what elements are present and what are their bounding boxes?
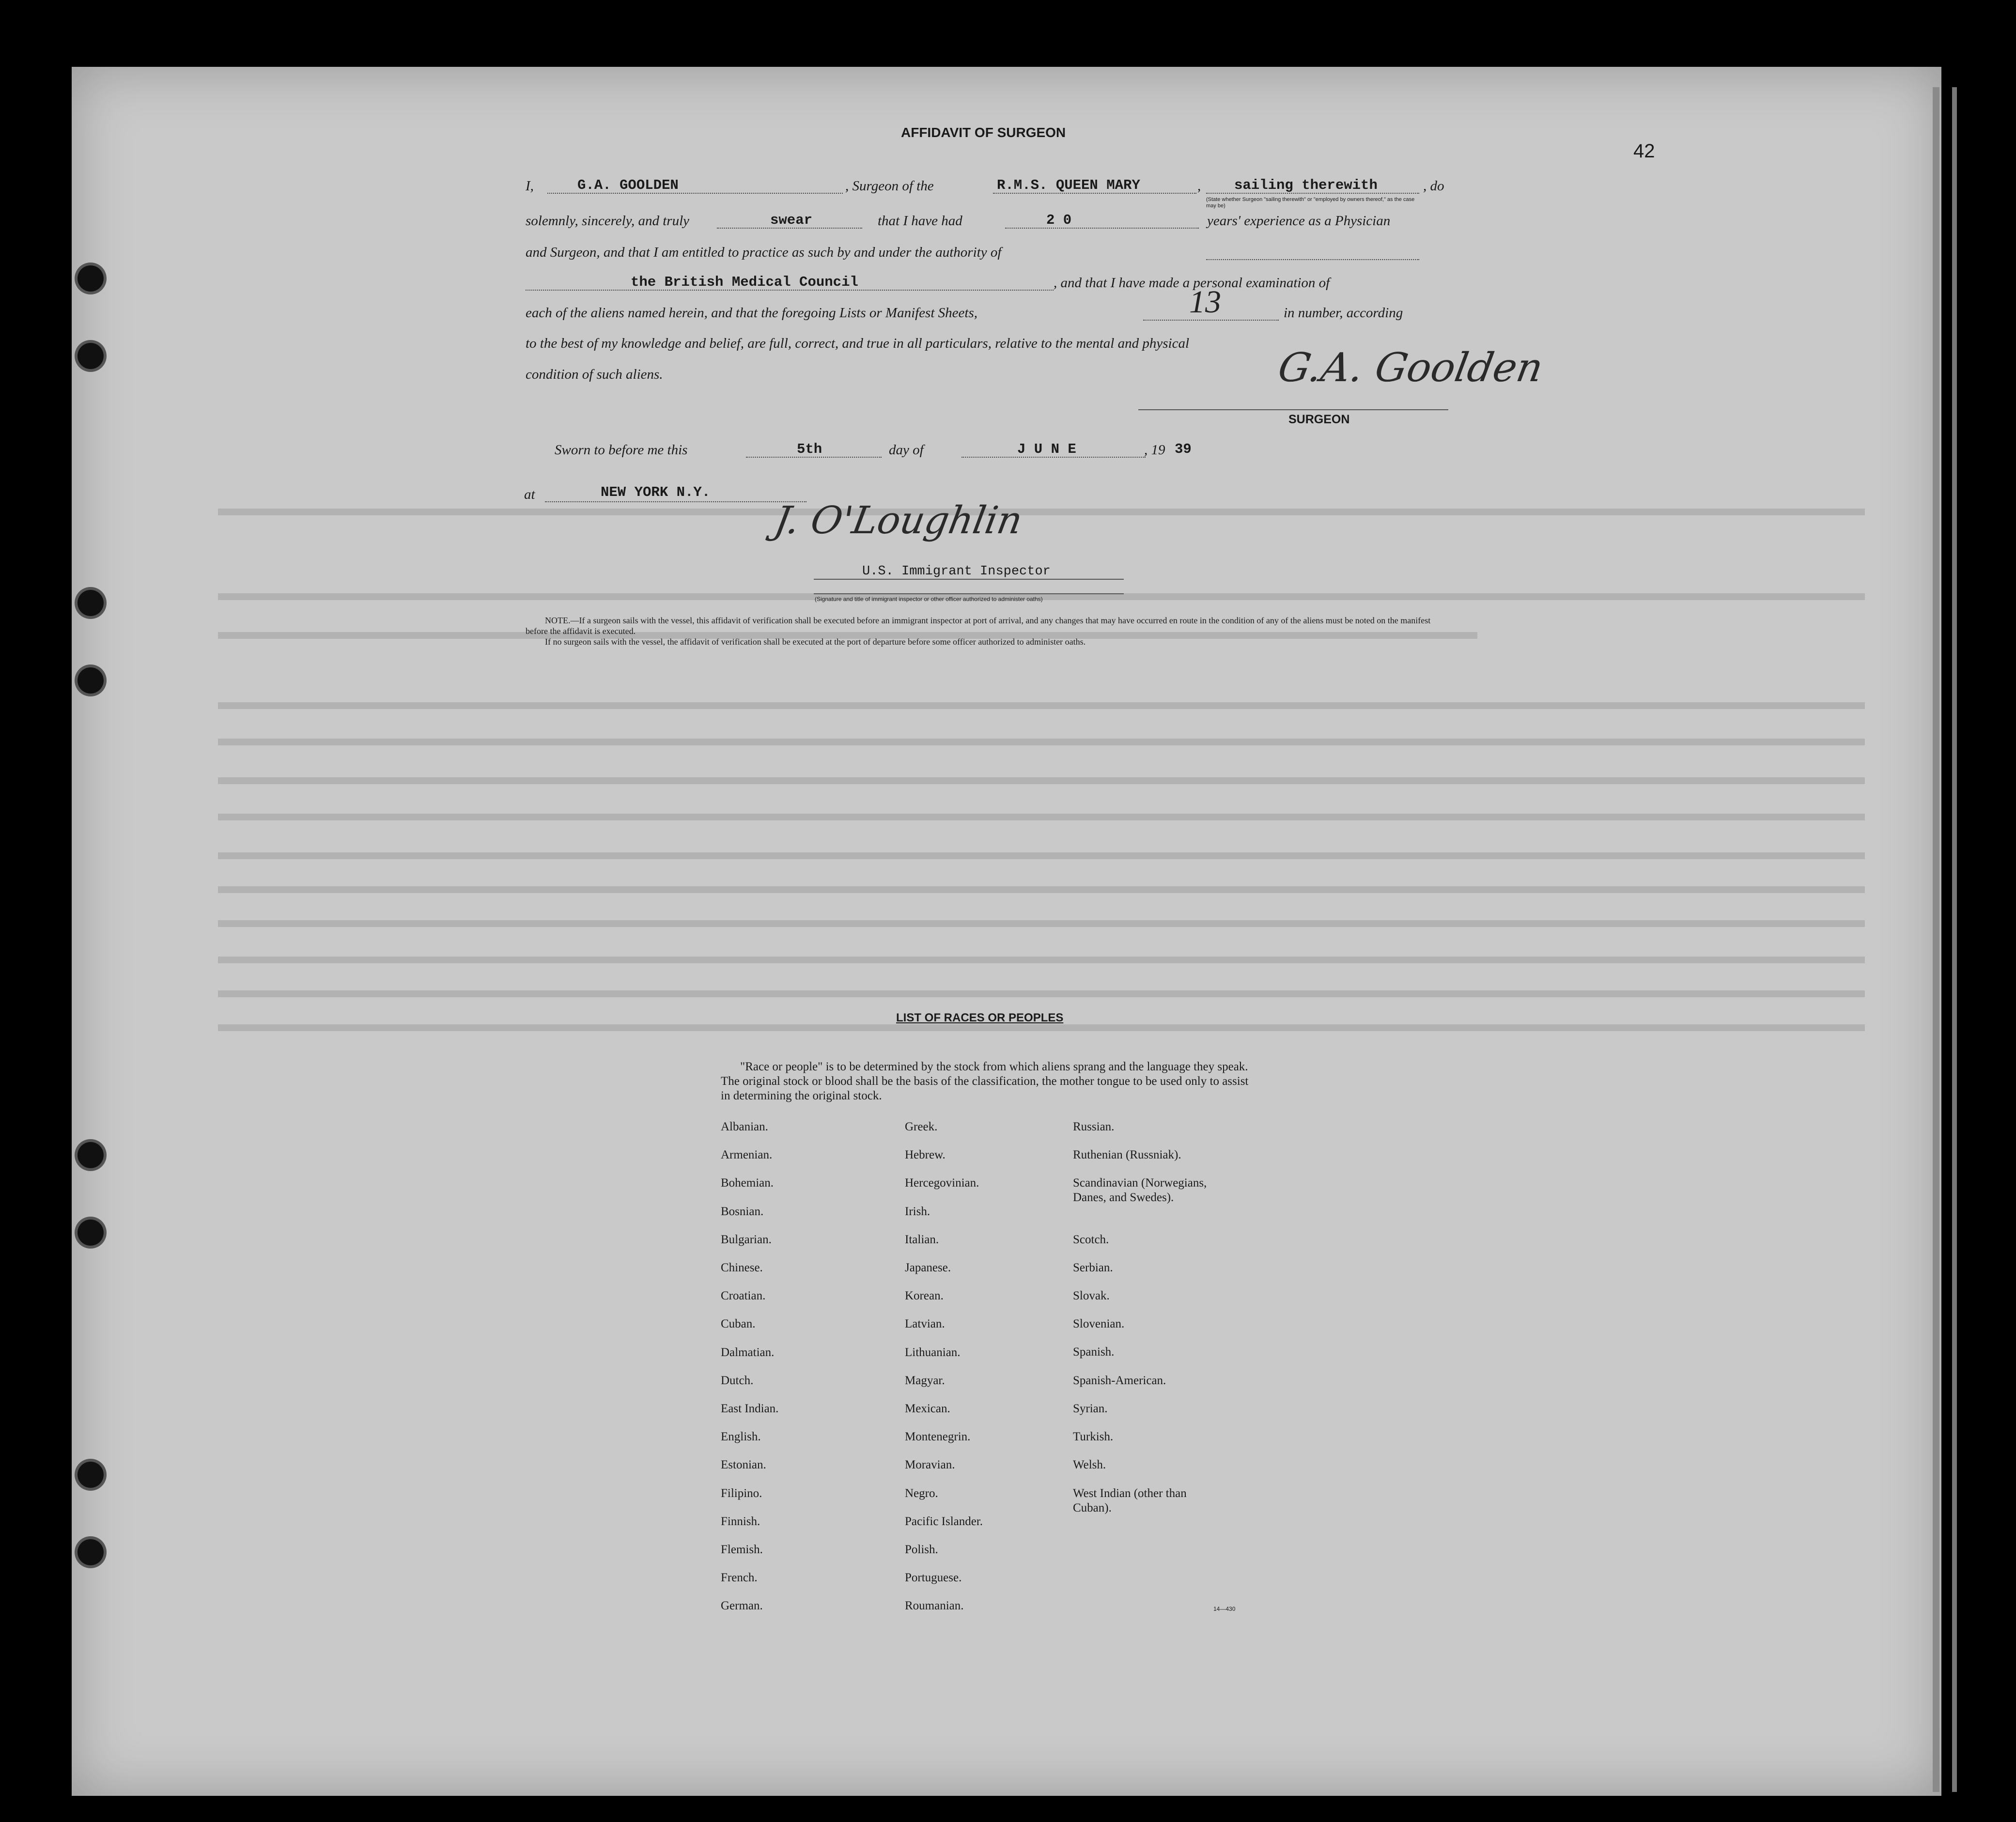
status-note: (State whether Surgeon "sailing therewith" or "employed by owners thereof," as the case may be) [1206,197,1415,209]
note-arrival: NOTE.—If a surgeon sails with the vessel, this affidavit of verification shall be executed before an immigrant inspector at port of arrival, and any changes that may have occurred en route in the condition of any of the aliens must be noted on the manifest before the affidavit is executed. [526,616,1431,636]
text-at: at [524,487,535,502]
fill-line [1206,259,1419,260]
inspector-title: U.S. Immigrant Inspector [862,564,1051,579]
page-edge [1933,87,1939,1792]
bleed-through [218,920,1865,927]
race-entry: Italian. [905,1233,939,1246]
oath-type: swear [770,212,813,228]
race-entry: Portuguese. [905,1571,962,1584]
text-condition: condition of such aliens. [526,367,663,382]
fill-line [1005,228,1199,229]
races-heading: LIST OF RACES OR PEOPLES [896,1011,1064,1024]
bleed-through [218,777,1865,784]
race-entry: Spanish. [1073,1345,1115,1359]
document-title: AFFIDAVIT OF SURGEON [901,125,1066,140]
race-entry: Lithuanian. [905,1346,961,1359]
race-entry: Bosnian. [721,1205,764,1218]
race-entry: Polish. [905,1543,938,1556]
race-entry: West Indian (other than [1073,1487,1187,1500]
text-solemnly: solemnly, sincerely, and truly [526,213,690,229]
race-entry: Dalmatian. [721,1346,775,1359]
binder-hole [78,667,104,694]
text-surgeon-of: , Surgeon of the [845,178,934,194]
race-entry: Korean. [905,1289,944,1302]
binder-hole [78,343,104,369]
race-entry: Chinese. [721,1261,763,1274]
sworn-year: 39 [1175,441,1192,457]
race-entry: Russian. [1073,1120,1115,1133]
sworn-place: NEW YORK N.Y. [601,484,711,500]
race-entry: Negro. [905,1487,938,1500]
race-entry: Estonian. [721,1458,766,1471]
text-each-of-aliens: each of the aliens named herein, and that the foregoing Lists or Manifest Sheets, [526,305,977,321]
race-entry: East Indian. [721,1402,779,1415]
bleed-through [218,886,1865,893]
surgeon-label: SURGEON [1288,413,1350,426]
race-entry: Scotch. [1073,1233,1109,1246]
binder-hole [78,1539,104,1565]
signature-line [814,593,1124,594]
races-intro: "Race or people" is to be determined by the stock from which aliens sprang and the language they speak. The original stock or blood shall be the basis of the classification, the mother tongue to be used only to assist in determining the original stock. [721,1060,1249,1102]
years-experience: 2 0 [1046,212,1072,228]
race-entry: Latvian. [905,1317,945,1330]
race-entry: Dutch. [721,1374,754,1387]
race-entry: Albanian. [721,1120,768,1133]
text-best-knowledge: to the best of my knowledge and belief, are full, correct, and true in all particulars, relative to the mental and physical [526,336,1190,351]
page-number: 42 [1633,140,1655,162]
race-entry: Turkish. [1073,1430,1114,1443]
race-entry: Scandinavian (Norwegians, [1073,1176,1207,1189]
text-years-experience: years' experience as a Physician [1207,213,1391,229]
bleed-through [218,509,1865,515]
text-year-prefix: , 19 [1144,442,1165,458]
text-day-of: day of [889,442,924,458]
race-entry: Mexican. [905,1402,950,1415]
race-entry: Finnish. [721,1515,760,1528]
binder-hole [78,1462,104,1488]
race-entry: Magyar. [905,1374,945,1387]
sworn-month: J U N E [1017,441,1076,457]
race-entry: French. [721,1571,758,1584]
signature-line [814,579,1124,580]
race-entry: Bulgarian. [721,1233,772,1246]
binder-hole [78,590,104,616]
text-in-number: in number, according [1284,305,1403,321]
race-entry: Ruthenian (Russniak). [1073,1148,1181,1161]
race-entry: Filipino. [721,1487,762,1500]
form-number: 14—430 [1213,1606,1236,1612]
race-entry: Montenegrin. [905,1430,971,1443]
sheet-count: 13 [1189,284,1221,320]
bleed-through [218,702,1865,709]
race-entry: Spanish-American. [1073,1374,1166,1387]
bleed-through [218,990,1865,997]
inspector-caption: (Signature and title of immigrant inspector or other officer authorized to administer oaths) [815,596,1043,602]
race-entry: Syrian. [1073,1402,1108,1415]
surgeon-name: G.A. GOOLDEN [577,177,679,193]
binder-hole [78,1220,104,1246]
bleed-through [218,1024,1865,1031]
race-entry: Serbian. [1073,1261,1113,1274]
race-entry: Flemish. [721,1543,763,1556]
text-and-surgeon: and Surgeon, and that I am entitled to practice as such by and under the authority of [526,245,1002,260]
bleed-through [218,852,1865,859]
race-entry: Cuban). [1073,1501,1112,1514]
text-that-i-have-had: that I have had [878,213,962,229]
race-entry: English. [721,1430,761,1443]
race-entry: Cuban. [721,1317,756,1330]
text-comma: , [1197,178,1201,194]
race-entry: Danes, and Swedes). [1073,1191,1174,1204]
authority: the British Medical Council [631,274,858,290]
text-sworn: Sworn to before me this [555,442,688,458]
race-entry: Welsh. [1073,1458,1106,1471]
race-entry: Croatian. [721,1289,766,1302]
binder-hole [78,1142,104,1168]
race-entry: Hercegovinian. [905,1176,979,1189]
bleed-through [218,957,1865,963]
text-i: I, [526,178,534,194]
note-departure: If no surgeon sails with the vessel, the affidavit of verification shall be executed at the port of departure before some officer authorized to administer oaths. [545,637,1086,647]
bleed-through [218,739,1865,745]
sworn-day: 5th [797,441,822,457]
race-entry: German. [721,1599,763,1612]
surgeon-signature: G.A. Goolden [1274,345,1547,391]
race-entry: Roumanian. [905,1599,964,1612]
ship-name: R.M.S. QUEEN MARY [997,177,1140,193]
text-personal-examination: , and that I have made a personal examination of [1054,275,1330,291]
race-entry: Slovenian. [1073,1317,1125,1330]
page-edge [1952,87,1957,1792]
inspector-signature: J. O'Loughlin [771,499,1026,542]
surgeon-status: sailing therewith [1234,177,1378,193]
race-entry: Hebrew. [905,1148,946,1161]
bleed-through [218,814,1865,820]
document-page [72,67,1941,1796]
race-entry: Pacific Islander. [905,1515,983,1528]
race-entry: Moravian. [905,1458,955,1471]
race-entry: Japanese. [905,1261,951,1274]
signature-line [1138,409,1448,410]
fill-line [545,501,806,502]
race-entry: Greek. [905,1120,938,1133]
race-entry: Bohemian. [721,1176,774,1189]
binder-hole [78,265,104,292]
text-do: , do [1423,178,1444,194]
race-entry: Irish. [905,1205,930,1218]
race-entry: Armenian. [721,1148,773,1161]
race-entry: Slovak. [1073,1289,1110,1302]
